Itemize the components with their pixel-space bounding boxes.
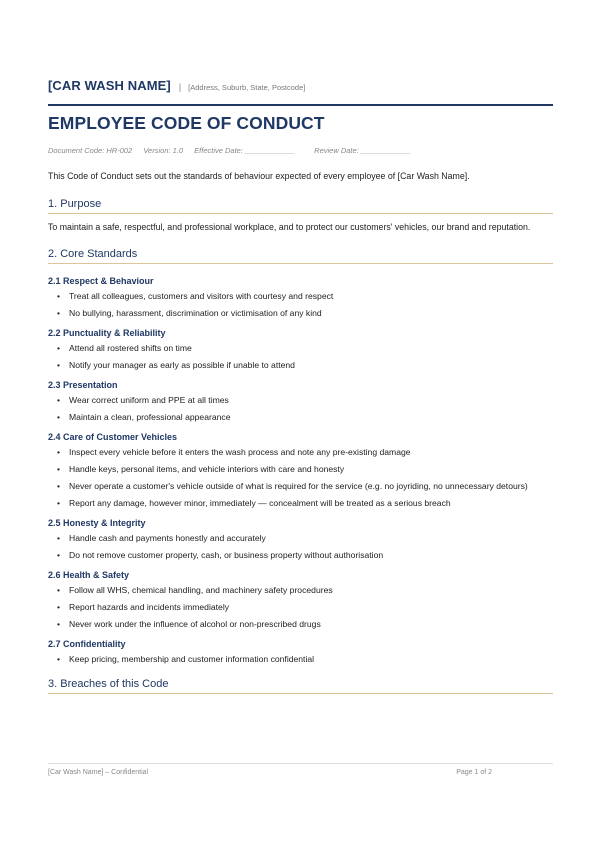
list-item: • Wear correct uniform and PPE at all times <box>48 395 553 406</box>
list-item: • Notify your manager as early as possible if unable to attend <box>48 360 553 371</box>
list-item: • No bullying, harassment, discrimination or victimisation of any kind <box>48 308 553 319</box>
document-code: Document Code: HR-002 <box>48 146 133 155</box>
section-heading-purpose: 1. Purpose <box>48 198 553 214</box>
section-heading-breaches: 3. Breaches of this Code <box>48 678 553 694</box>
subsection-heading: 2.2 Punctuality & Reliability <box>48 328 166 338</box>
header-separator: | <box>178 82 182 92</box>
list-item: • Handle cash and payments honestly and accurately <box>48 533 553 544</box>
list-item: • Never work under the influence of alcohol or non-prescribed drugs <box>48 619 553 630</box>
list-item: • Attend all rostered shifts on time <box>48 343 553 354</box>
review-date: Review Date: ____________ <box>314 146 411 155</box>
purpose-paragraph: To maintain a safe, respectful, and professional workplace, and to protect our customers' vehicles, our brand and reputation. <box>48 222 531 232</box>
company-address: [Address, Suburb, State, Postcode] <box>188 83 306 92</box>
list-item: • Inspect every vehicle before it enters the wash process and note any pre-existing damage <box>48 447 553 458</box>
subsection-heading: 2.5 Honesty & Integrity <box>48 518 146 528</box>
bullet-list <box>48 343 553 371</box>
list-item: • Follow all WHS, chemical handling, and machinery safety procedures <box>48 585 553 596</box>
page-footer <box>48 769 553 776</box>
document-meta <box>48 146 553 155</box>
header-rule <box>48 104 553 106</box>
bullet-list <box>48 585 553 630</box>
list-item: • Maintain a clean, professional appearance <box>48 412 553 423</box>
list-item: • Never operate a customer's vehicle outside of what is required for the service (e.g. no joyriding, no unnecessary detours) <box>48 481 553 492</box>
bullet-list <box>48 395 553 423</box>
list-item: • Do not remove customer property, cash, or business property without authorisation <box>48 550 553 561</box>
subsection-heading: 2.4 Care of Customer Vehicles <box>48 432 178 442</box>
subsection-heading: 2.6 Health & Safety <box>48 570 130 580</box>
letterhead <box>48 78 553 102</box>
list-item: • Report any damage, however minor, immediately — concealment will be treated as a serious breach <box>48 498 553 509</box>
footer-rule <box>48 763 553 764</box>
bullet-list <box>48 654 553 665</box>
list-item: • Treat all colleagues, customers and visitors with courtesy and respect <box>48 291 553 302</box>
list-item: • Handle keys, personal items, and vehicle interiors with care and honesty <box>48 464 553 475</box>
list-item: • Report hazards and incidents immediately <box>48 602 553 613</box>
bullet-list <box>48 533 553 561</box>
subsection-heading: 2.7 Confidentiality <box>48 639 126 649</box>
list-item: • Keep pricing, membership and customer information confidential <box>48 654 553 665</box>
subsection-heading: 2.3 Presentation <box>48 380 118 390</box>
document-version: Version: 1.0 <box>143 146 184 155</box>
document-title: EMPLOYEE CODE OF CONDUCT <box>48 113 325 133</box>
page-number: Page 1 of 2 <box>456 769 492 776</box>
company-name: [CAR WASH NAME] <box>48 78 171 93</box>
bullet-list <box>48 291 553 319</box>
subsection-heading: 2.1 Respect & Behaviour <box>48 276 154 286</box>
footer-confidential: [Car Wash Name] – Confidential <box>48 769 149 776</box>
effective-date: Effective Date: ____________ <box>194 146 296 155</box>
bullet-list <box>48 447 553 509</box>
document-content <box>48 78 553 694</box>
section-heading-core-standards: 2. Core Standards <box>48 248 553 264</box>
intro-paragraph: This Code of Conduct sets out the standards of behaviour expected of every employee of [Car Wash Name]. <box>48 171 470 181</box>
